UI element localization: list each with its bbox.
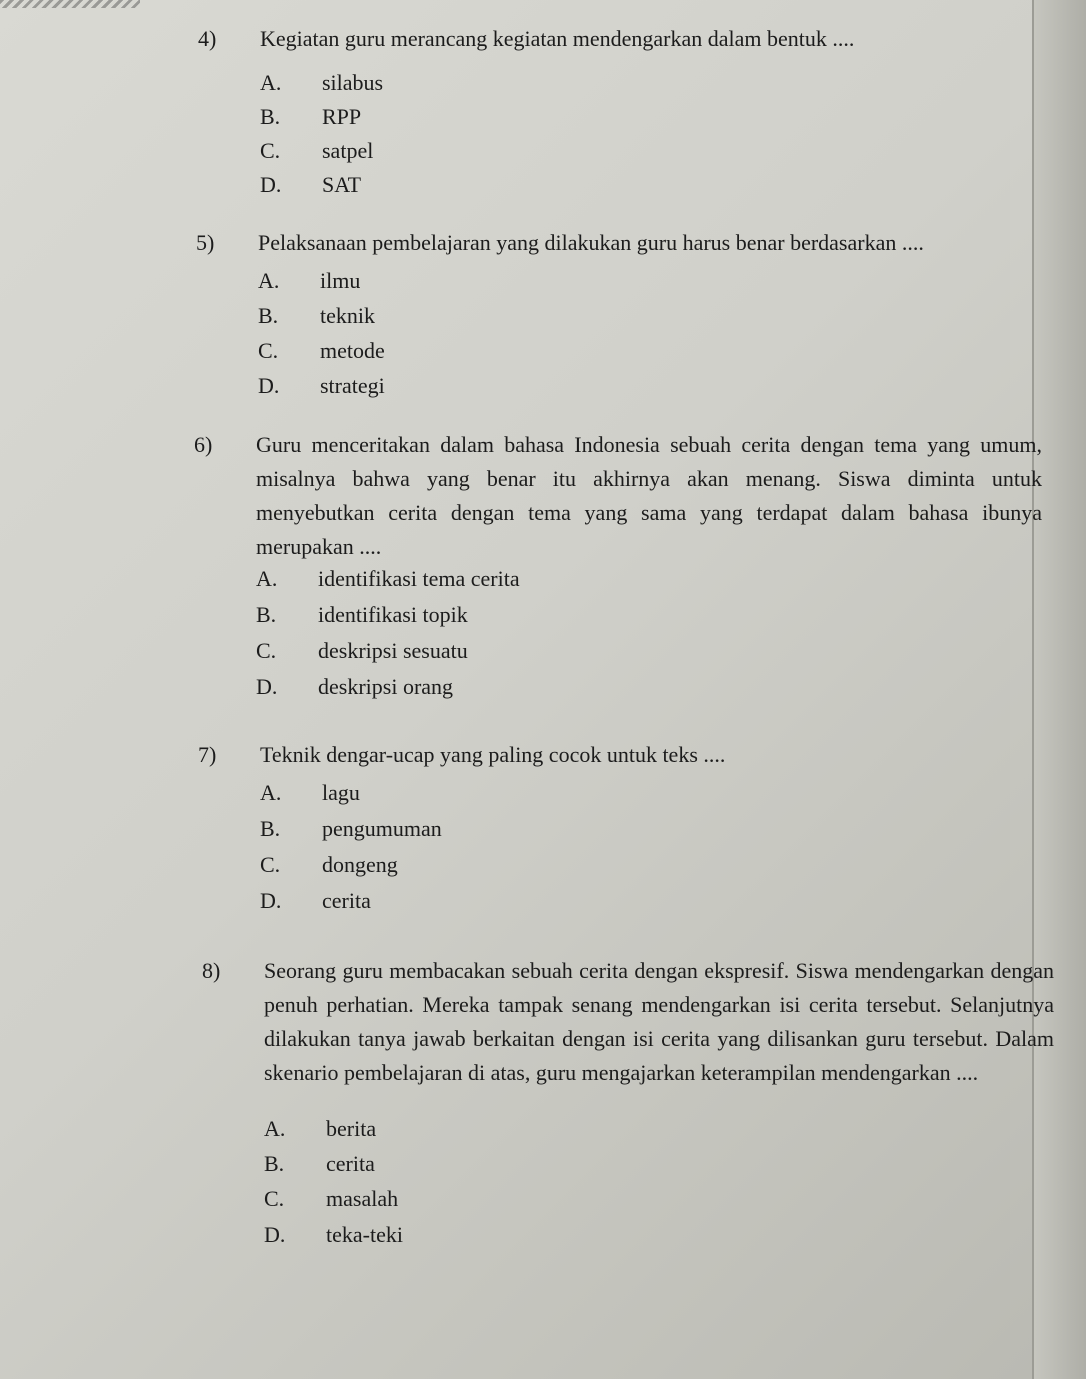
page-top-strip bbox=[0, 0, 140, 8]
option-letter: B. bbox=[258, 303, 279, 328]
question-number: 7) bbox=[198, 742, 217, 767]
option-text: RPP bbox=[322, 104, 362, 129]
option-letter: C. bbox=[260, 138, 281, 163]
question-text: Kegiatan guru merancang kegiatan mendengarkan dalam bentuk .... bbox=[260, 26, 855, 51]
option-text: strategi bbox=[320, 373, 385, 398]
question-number: 6) bbox=[194, 432, 213, 457]
option-letter: A. bbox=[264, 1116, 286, 1141]
option-text: berita bbox=[326, 1116, 377, 1141]
option-text: pengumuman bbox=[322, 816, 442, 841]
question-number: 5) bbox=[196, 230, 215, 255]
option-text: cerita bbox=[322, 888, 371, 913]
option-text: deskripsi sesuatu bbox=[318, 638, 468, 663]
question-number: 8) bbox=[202, 958, 221, 983]
option-text: teknik bbox=[320, 303, 375, 328]
option-letter: D. bbox=[258, 373, 280, 398]
option-letter: C. bbox=[260, 852, 281, 877]
option-text: metode bbox=[320, 338, 385, 363]
option-text: identifikasi topik bbox=[318, 602, 468, 627]
option-text: teka-teki bbox=[326, 1222, 403, 1247]
option-letter: C. bbox=[256, 638, 277, 663]
option-letter: B. bbox=[260, 816, 281, 841]
option-text: deskripsi orang bbox=[318, 674, 454, 699]
option-letter: A. bbox=[260, 780, 282, 805]
option-text: identifikasi tema cerita bbox=[318, 566, 520, 591]
option-text: cerita bbox=[326, 1151, 375, 1176]
option-letter: D. bbox=[264, 1222, 286, 1247]
option-letter: A. bbox=[258, 268, 280, 293]
option-letter: D. bbox=[256, 674, 278, 699]
option-text: satpel bbox=[322, 138, 374, 163]
option-letter: A. bbox=[256, 566, 278, 591]
question-text: Teknik dengar-ucap yang paling cocok untuk teks .... bbox=[260, 742, 726, 767]
option-text: masalah bbox=[326, 1186, 399, 1211]
option-text: dongeng bbox=[322, 852, 398, 877]
option-text: ilmu bbox=[320, 268, 361, 293]
option-letter: D. bbox=[260, 172, 282, 197]
option-letter: A. bbox=[260, 70, 282, 95]
option-letter: B. bbox=[260, 104, 281, 129]
question-text: Seorang guru membacakan sebuah cerita dengan ekspresif. Siswa mendengarkan dengan penuh perhatian. Mereka tampak senang mendengarkan isi cerita tersebut. Selanjutnya dilakukan tanya jawab berkaitan dengan isi cerita yang dilisankan guru tersebut. Dalam skenario pembelajaran di atas, guru mengajarkan keterampilan mendengarkan .... bbox=[264, 958, 1054, 1085]
option-letter: B. bbox=[256, 602, 277, 627]
question-number: 4) bbox=[198, 26, 217, 51]
question-text: Pelaksanaan pembelajaran yang dilakukan guru harus benar berdasarkan .... bbox=[258, 230, 924, 255]
option-text: silabus bbox=[322, 70, 384, 95]
page-edge bbox=[1032, 0, 1086, 1379]
option-letter: D. bbox=[260, 888, 282, 913]
option-text: SAT bbox=[322, 172, 362, 197]
option-letter: C. bbox=[264, 1186, 285, 1211]
option-letter: B. bbox=[264, 1151, 285, 1176]
option-text: lagu bbox=[322, 780, 360, 805]
question-text: Guru menceritakan dalam bahasa Indonesia sebuah cerita dengan tema yang umum, misalnya bahwa yang benar itu akhirnya akan menang. Siswa diminta untuk menyebutkan cerita dengan tema yang sama yang terdapat dalam bahasa ibunya merupakan .... bbox=[256, 432, 1042, 559]
option-letter: C. bbox=[258, 338, 279, 363]
